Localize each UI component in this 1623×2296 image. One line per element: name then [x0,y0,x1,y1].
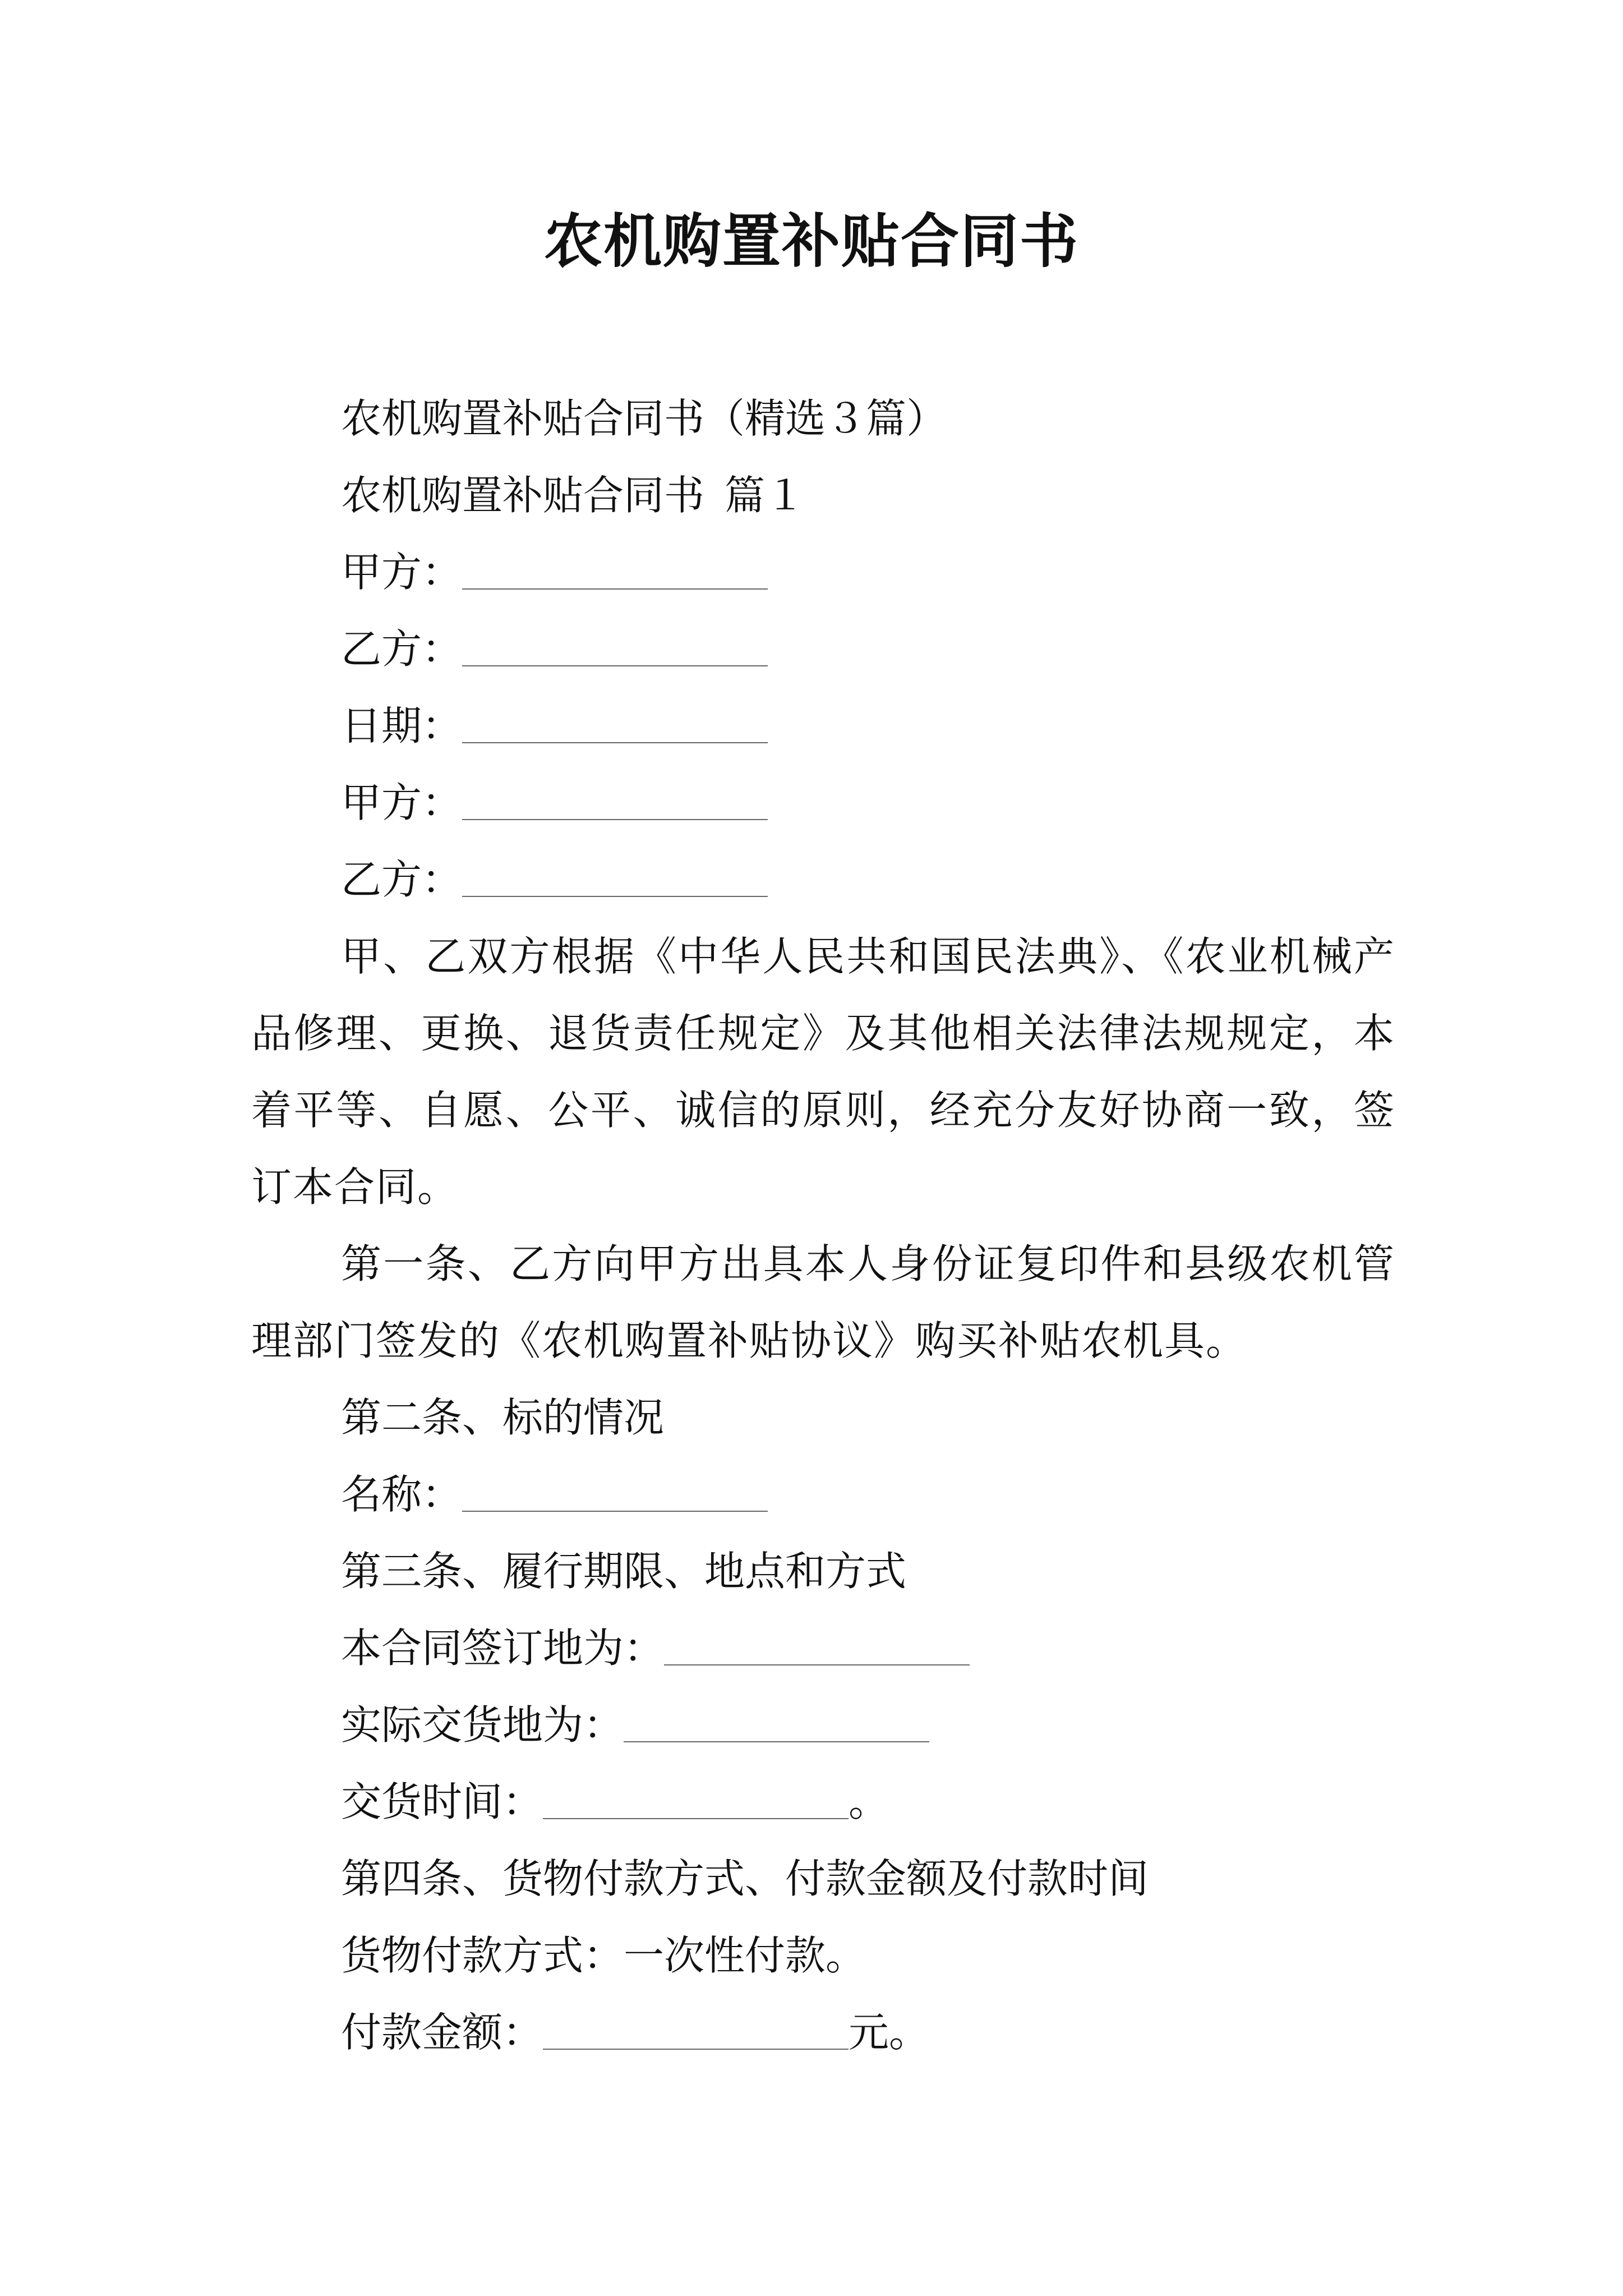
payment-method-text: 货物付款方式：一次性付款。 [341,1932,866,1979]
document-body [251,380,1395,2071]
sign-place-line [251,1610,1395,1687]
party-a-label-2: 甲方： [341,779,463,826]
name-label: 名称： [341,1471,463,1518]
payment-amount-line [251,1994,1395,2071]
sign-place-blank [664,1631,970,1665]
delivery-time-end: 。 [849,1778,889,1825]
delivery-place-blank [624,1708,929,1742]
party-b-line-2 [251,841,1395,918]
subtitle-line [251,380,1395,457]
article-3-heading [251,1533,1395,1610]
delivery-time-blank [543,1784,849,1819]
delivery-place-label: 实际交货地为： [341,1701,624,1749]
party-a-label: 甲方： [341,549,463,596]
article-2-text: 第二条、标的情况 [341,1394,665,1441]
party-b-blank [462,632,768,666]
party-a-blank [462,555,768,590]
payment-amount-blank [543,2015,849,2050]
article-4-text: 第四条、货物付款方式、付款金额及付款时间 [341,1855,1149,1902]
payment-amount-end: 元。 [849,2009,930,2056]
party-b-blank-2 [462,862,768,897]
party-a-blank-2 [462,785,768,820]
date-label: 日期： [341,702,463,749]
article-2-heading [251,1379,1395,1456]
delivery-time-label: 交货时间： [341,1778,543,1825]
payment-method-line [251,1917,1395,1994]
name-line [251,1456,1395,1533]
section-heading-number: 篇１ [725,472,806,519]
date-blank [462,708,768,743]
preamble-paragraph: 甲、乙双方根据《中华人民共和国民法典》、《农业机械产品修理、更换、退货责任规定》及其他相关法律法规规定，本着平等、自愿、公平、诚信的原则，经充分友好协商一致，签订本合同。 [251,933,1395,1211]
date-line [251,688,1395,765]
party-b-label: 乙方： [341,625,463,673]
section-heading-title: 农机购置补贴合同书 [341,472,705,519]
payment-amount-label: 付款金额： [341,2009,543,2056]
party-a-line-1 [251,534,1395,611]
sign-place-label: 本合同签订地为： [341,1625,665,1672]
party-b-line-1 [251,611,1395,688]
article-1-paragraph: 第一条、乙方向甲方出具本人身份证复印件和县级农机管理部门签发的《农机购置补贴协议》购买补贴农机具。 [251,1240,1395,1364]
subtitle: 农机购置补贴合同书（精选３篇） [341,395,947,442]
delivery-place-line [251,1687,1395,1764]
name-blank [462,1477,768,1512]
section-heading-line [251,457,1395,534]
document-title: 农机购置补贴合同书 [543,206,1079,275]
party-a-line-2 [251,765,1395,841]
article-4-heading [251,1841,1395,1917]
article-3-text: 第三条、履行期限、地点和方式 [341,1548,907,1595]
delivery-time-line [251,1764,1395,1841]
party-b-label-2: 乙方： [341,856,463,903]
